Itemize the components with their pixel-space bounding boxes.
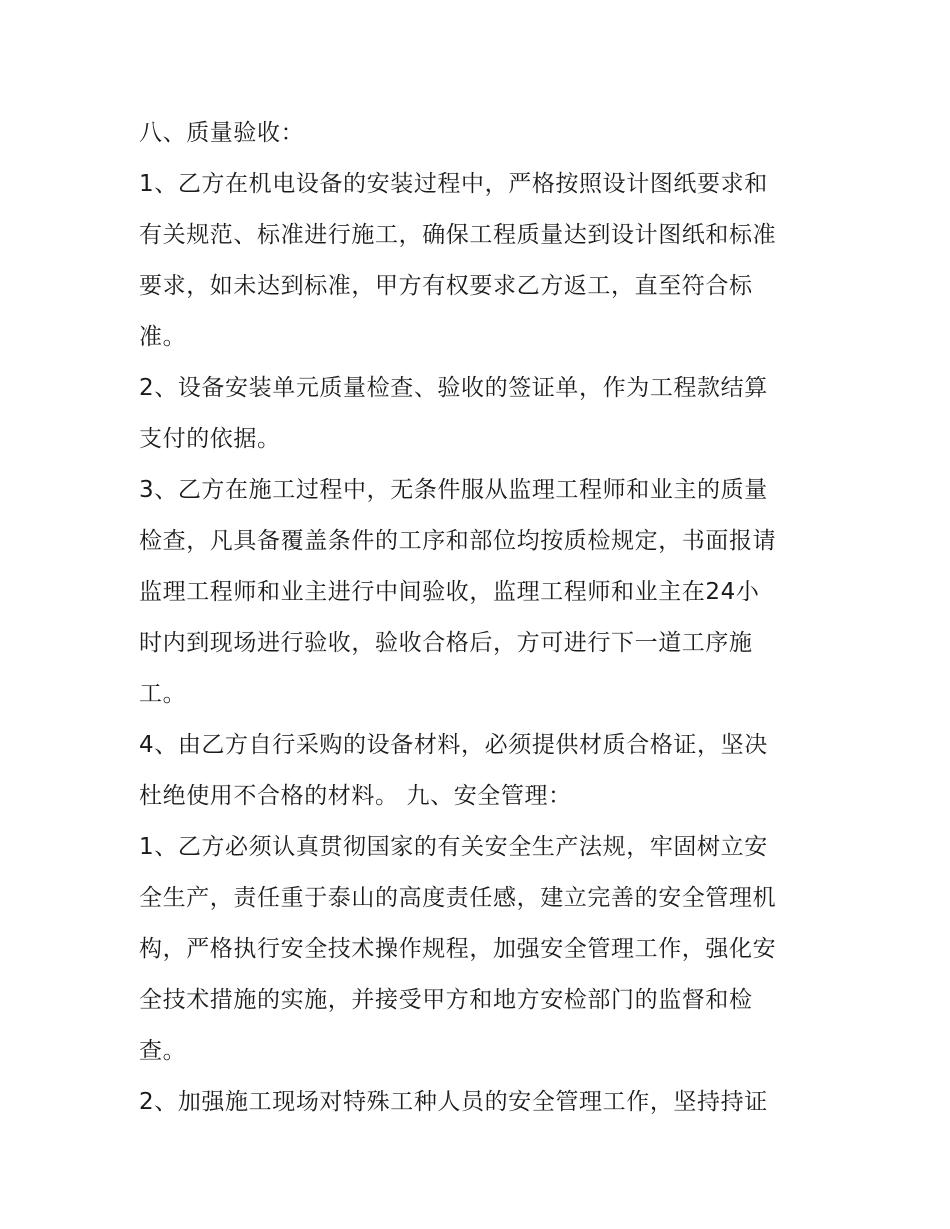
paragraph-line: 要求，如未达到标准，甲方有权要求乙方返工，直至符合标 <box>139 273 753 299</box>
paragraph-line: 支付的依据。 <box>139 426 281 452</box>
paragraph-line: 检查，凡具备覆盖条件的工序和部位均按质检规定，书面报请 <box>139 528 777 554</box>
paragraph-line: 监理工程师和业主进行中间验收，监理工程师和业主在24小 <box>139 579 760 605</box>
paragraph-line: 1、乙方在机电设备的安装过程中，严格按照设计图纸要求和 <box>139 171 768 197</box>
paragraph-line: 全生产，责任重于泰山的高度责任感，建立完善的安全管理机 <box>139 885 777 911</box>
paragraph-line: 全技术措施的实施，并接受甲方和地方安检部门的监督和检 <box>139 987 753 1013</box>
paragraph-line: 构，严格执行安全技术操作规程，加强安全管理工作，强化安 <box>139 936 777 962</box>
paragraph-line: 工。 <box>139 681 187 707</box>
document-body <box>139 108 819 1128</box>
paragraph-line: 3、乙方在施工过程中，无条件服从监理工程师和业主的质量 <box>139 477 768 503</box>
paragraph-line: 2、设备安装单元质量检查、验收的签证单，作为工程款结算 <box>139 375 768 401</box>
paragraph-line: 时内到现场进行验收，验收合格后，方可进行下一道工序施 <box>139 630 753 656</box>
paragraph-line: 准。 <box>139 324 187 350</box>
paragraph-line: 查。 <box>139 1038 187 1064</box>
paragraph-line: 4、由乙方自行采购的设备材料，必须提供材质合格证，坚决 <box>139 732 768 758</box>
paragraph-line: 1、乙方必须认真贯彻国家的有关安全生产法规，牢固树立安 <box>139 834 768 860</box>
section-heading-quality-acceptance: 八、质量验收： <box>139 120 305 146</box>
paragraph-line-with-section-heading-safety: 杜绝使用不合格的材料。 九、安全管理： <box>139 783 572 809</box>
paragraph-line: 有关规范、标准进行施工，确保工程质量达到设计图纸和标准 <box>139 222 777 248</box>
paragraph-line: 2、加强施工现场对特殊工种人员的安全管理工作，坚持持证 <box>139 1089 768 1115</box>
